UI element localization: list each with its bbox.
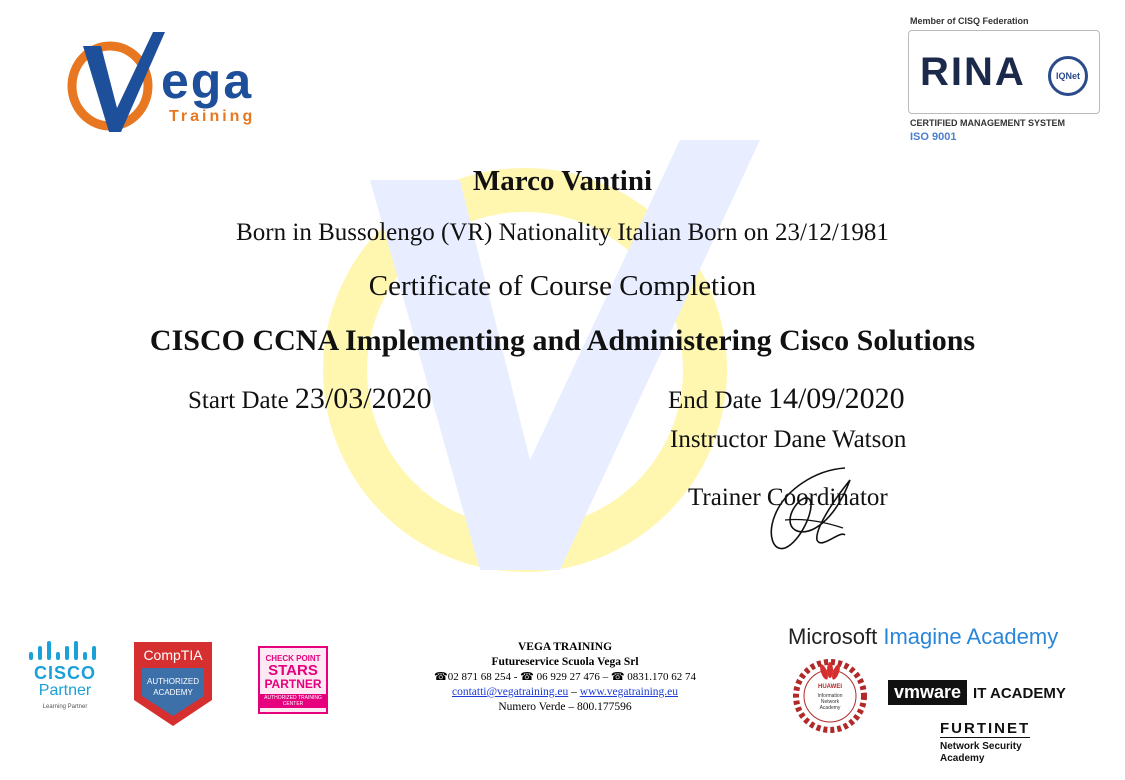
- vega-v-mark-icon: [65, 28, 175, 138]
- links-line: [400, 685, 730, 700]
- microsoft-word: Microsoft: [788, 624, 884, 649]
- huawei-academy-badge: [790, 656, 870, 734]
- rina-certification-badge: [900, 14, 1110, 154]
- instructor-line: Instructor Dane Watson: [670, 426, 907, 453]
- comptia-academy-badge: [128, 638, 218, 730]
- certificate-title: Certificate of Course Completion: [368, 270, 757, 302]
- start-date-value: 23/03/2020: [294, 382, 432, 415]
- checkpoint-stars-partner-badge: [258, 646, 328, 714]
- fortinet-line2: Academy: [940, 753, 985, 764]
- rina-logo-text: RINA: [920, 50, 1026, 94]
- fortinet-word: FURTINET: [940, 720, 1031, 737]
- cisco-bars-icon: [27, 640, 103, 664]
- comptia-line1: AUTHORIZED: [147, 677, 199, 686]
- end-date: [668, 382, 905, 416]
- checkpoint-line1: CHECK POINT: [265, 654, 321, 663]
- vega-training-logo: [65, 28, 285, 138]
- rina-certified-text: CERTIFIED MANAGEMENT SYSTEM: [910, 118, 1066, 128]
- fortinet-academy-logo: [940, 720, 1030, 765]
- huawei-line3: Academy: [819, 705, 841, 711]
- signature-mark: [755, 460, 865, 560]
- comptia-word: CompTIA: [143, 647, 203, 663]
- checkpoint-line4: AUTHORIZED TRAINING CENTER: [260, 694, 326, 708]
- school-name: Futureservice Scuola Vega Srl: [491, 656, 639, 668]
- iqnet-seal-icon: IQNet: [1048, 56, 1088, 96]
- microsoft-imagine-academy-logo: [788, 624, 1058, 650]
- phone-1: 02 871 68 254: [447, 671, 511, 683]
- course-name: CISCO CCNA Implementing and Administering Cisco Solutions: [149, 324, 976, 357]
- start-date-label: Start Date: [188, 387, 295, 414]
- vega-logo-subtitle: Training: [169, 108, 256, 125]
- checkpoint-line2: STARS: [268, 662, 318, 679]
- vega-logo-word: ega: [161, 53, 254, 109]
- phone-icon: ☎: [610, 671, 625, 683]
- end-date-value: 14/09/2020: [767, 382, 905, 415]
- it-academy-word: IT ACADEMY: [973, 685, 1066, 702]
- company-name: VEGA TRAINING: [517, 641, 613, 653]
- toll-free-number: Numero Verde – 800.177596: [498, 701, 632, 713]
- cisco-partner-text: Partner: [38, 682, 92, 699]
- fortinet-line1: Network Security: [940, 741, 1022, 752]
- phone-3: 0831.170 62 74: [627, 671, 697, 683]
- email-link[interactable]: contatti@vegatraining.eu: [451, 686, 569, 698]
- cisco-partner-logo: [20, 640, 110, 720]
- cisco-word: CISCO: [33, 663, 96, 683]
- recipient-name: Marco Vantini: [472, 165, 653, 197]
- rina-member-text: Member of CISQ Federation: [910, 16, 1029, 26]
- end-date-label: End Date: [668, 387, 768, 414]
- huawei-line2: Network: [820, 699, 840, 705]
- huawei-word: HUAWEI: [818, 684, 842, 690]
- vmware-it-academy-logo: [888, 680, 1066, 705]
- links-separator: –: [571, 686, 577, 698]
- phone-line: ☎02 871 68 254 - ☎ 06 929 27 476 – ☎ 0831.170 62 74: [433, 671, 697, 683]
- imagine-academy-word: Imagine Academy: [883, 624, 1059, 649]
- contact-block: [400, 640, 730, 715]
- fortinet-subtitle: [940, 741, 1030, 765]
- rina-iso-text: ISO 9001: [910, 131, 957, 143]
- phone-2: 06 929 27 476: [536, 671, 600, 683]
- vmware-word: vmware: [888, 680, 967, 705]
- phone-icon: ☎: [520, 671, 534, 683]
- cisco-learning-partner-text: Learning Partner: [42, 704, 88, 710]
- trainer-coordinator-line: Trainer Coordinator: [688, 484, 888, 511]
- phone-icon: ☎: [433, 671, 448, 683]
- start-date: [188, 382, 432, 416]
- birth-details: Born in Bussolengo (VR) Nationality Italian Born on 23/12/1981: [236, 219, 889, 246]
- huawei-line1: Information: [817, 693, 843, 699]
- website-link[interactable]: www.vegatraining.eu: [579, 686, 679, 698]
- checkpoint-line3: PARTNER: [264, 677, 322, 691]
- comptia-line2: ACADEMY: [153, 688, 193, 697]
